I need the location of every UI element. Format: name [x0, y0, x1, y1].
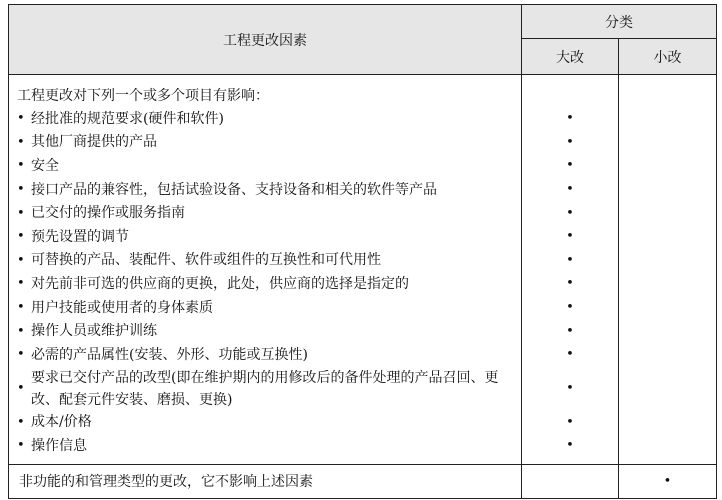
minor-mark — [619, 367, 716, 411]
major-mark: • — [566, 347, 574, 363]
list-item — [17, 319, 513, 343]
list-item — [17, 343, 513, 367]
minor-mark — [619, 154, 716, 178]
minor-mark — [619, 131, 716, 155]
list-item — [17, 296, 513, 320]
bullet-icon: • — [17, 276, 25, 292]
mark-spacer — [619, 85, 716, 107]
non-functional-change-label: 非功能的和管理类型的更改，它不影响上述因素 — [9, 464, 522, 498]
factor-list — [17, 107, 513, 458]
list-item — [17, 272, 513, 296]
table-row — [9, 464, 717, 498]
minor-mark — [619, 272, 716, 296]
list-item-text: 安全 — [31, 157, 59, 174]
minor-mark-list — [619, 107, 716, 458]
list-item-text: 可替换的产品、装配件、软件或组件的互换性和可代用性 — [31, 252, 381, 269]
bullet-icon: • — [17, 347, 25, 363]
bullet-icon: • — [17, 252, 25, 268]
list-item-text: 要求已交付产品的改型(即在维护期内的用修改后的备件处理的产品召回、更改、配套元件安装、磨损、更换) — [31, 369, 499, 408]
minor-mark — [619, 225, 716, 249]
bullet-icon: • — [17, 134, 25, 150]
minor-mark — [619, 107, 716, 131]
table-header-row — [9, 5, 717, 39]
list-item — [17, 178, 513, 202]
minor-mark — [619, 178, 716, 202]
list-item — [17, 411, 513, 435]
major-mark: • — [566, 276, 574, 292]
major-mark: • — [566, 300, 574, 316]
minor-mark — [619, 249, 716, 273]
list-item — [17, 249, 513, 273]
factor-list-cell — [9, 75, 522, 465]
bullet-icon: • — [17, 158, 25, 174]
intro-text: 工程更改对下列一个或多个项目有影响： — [17, 88, 269, 104]
list-item-text: 其他厂商提供的产品 — [31, 134, 157, 151]
major-mark: • — [566, 182, 574, 198]
list-item — [17, 154, 513, 178]
major-marks-cell — [522, 75, 619, 465]
major-mark-list — [522, 107, 618, 458]
major-mark: • — [566, 158, 574, 174]
list-item-text: 经批准的规范要求(硬件和软件) — [31, 110, 224, 127]
bullet-icon: • — [17, 182, 25, 198]
list-item — [17, 131, 513, 155]
list-item-text: 用户技能或使用者的身体素质 — [31, 299, 213, 316]
major-mark: • — [566, 252, 574, 268]
minor-mark — [619, 201, 716, 225]
category-group-header: 分类 — [522, 5, 717, 39]
bullet-icon: • — [17, 205, 25, 221]
bullet-icon: • — [17, 300, 25, 316]
list-item — [17, 434, 513, 458]
list-item-text: 操作人员或维护训练 — [31, 323, 157, 340]
list-item — [17, 201, 513, 225]
bullet-icon: • — [17, 229, 25, 245]
list-item-text: 接口产品的兼容性，包括试验设备、支持设备和相关的软件等产品 — [31, 181, 437, 198]
major-mark: • — [566, 111, 574, 127]
minor-mark: • — [619, 464, 717, 498]
factor-column-header: 工程更改因素 — [9, 5, 522, 75]
list-item — [17, 107, 513, 131]
list-item — [17, 367, 513, 411]
list-item-text: 必需的产品属性(安装、外形、功能或互换性) — [31, 346, 308, 363]
major-mark: • — [566, 205, 574, 221]
factors-body-row — [9, 75, 717, 465]
engineering-change-table — [8, 4, 717, 499]
major-mark: • — [566, 414, 574, 430]
list-item-text: 预先设置的调节 — [31, 228, 129, 245]
list-item-text: 对先前非可选的供应商的更换，此处，供应商的选择是指定的 — [31, 275, 409, 292]
minor-marks-cell — [619, 75, 717, 465]
minor-mark — [619, 319, 716, 343]
major-mark — [522, 464, 619, 498]
major-mark: • — [566, 134, 574, 150]
minor-mark — [619, 434, 716, 458]
bullet-icon: • — [17, 111, 25, 127]
major-mark: • — [566, 381, 574, 397]
minor-change-header: 小改 — [619, 39, 717, 75]
list-item-text: 成本/价格 — [31, 414, 92, 431]
minor-mark — [619, 411, 716, 435]
bullet-icon: • — [17, 381, 25, 397]
list-item — [17, 225, 513, 249]
major-mark: • — [566, 323, 574, 339]
major-mark: • — [566, 438, 574, 454]
bullet-icon: • — [17, 438, 25, 454]
major-change-header: 大改 — [522, 39, 619, 75]
major-mark: • — [566, 229, 574, 245]
bullet-icon: • — [17, 414, 25, 430]
list-item-text: 操作信息 — [31, 437, 87, 454]
mark-spacer — [522, 85, 618, 107]
list-item-text: 已交付的操作或服务指南 — [31, 205, 185, 222]
minor-mark — [619, 343, 716, 367]
minor-mark — [619, 296, 716, 320]
bullet-icon: • — [17, 323, 25, 339]
